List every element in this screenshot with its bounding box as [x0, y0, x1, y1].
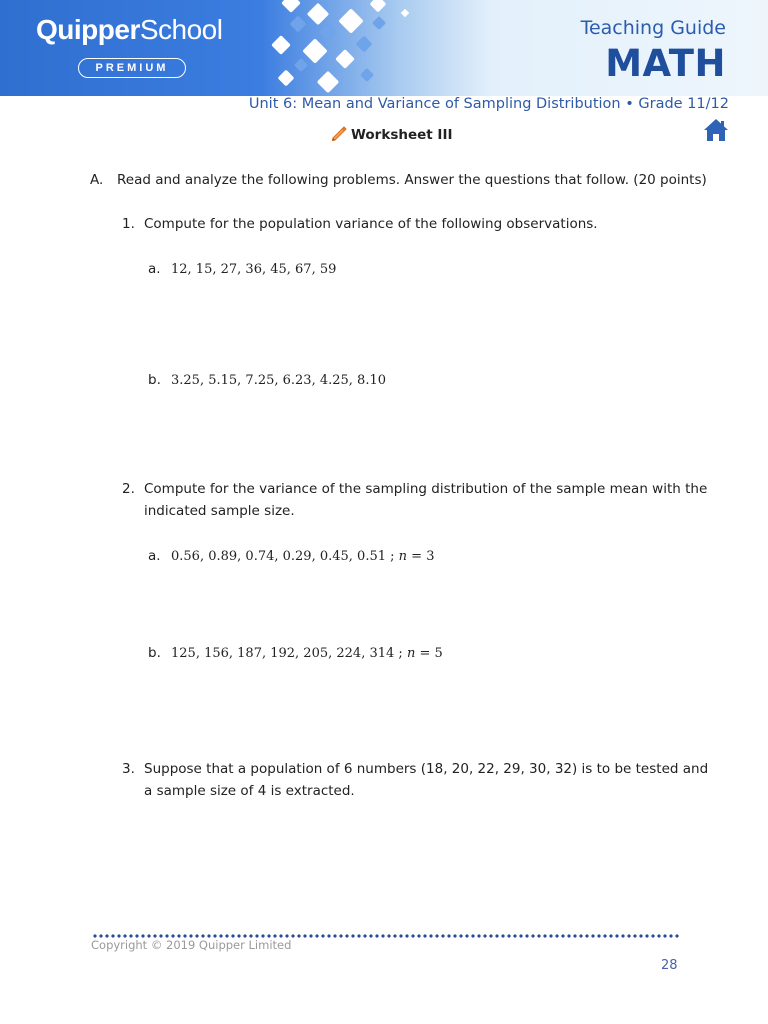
section-instruction: Read and analyze the following problems. Answer the questions that follow. (20 points) [117, 172, 707, 188]
worksheet-title [330, 124, 453, 146]
premium-badge: PREMIUM [78, 58, 186, 78]
item-data: 125, 156, 187, 192, 205, 224, 314 ; [171, 646, 403, 661]
item-label: b. [148, 645, 161, 661]
unit-subtitle: Unit 6: Mean and Variance of Sampling Distribution • Grade 11/12 [248, 96, 729, 112]
worksheet-title-text: Worksheet III [351, 127, 453, 143]
item-data: 12, 15, 27, 36, 45, 67, 59 [171, 262, 337, 277]
home-icon[interactable] [702, 116, 730, 149]
header-banner [0, 0, 768, 96]
item-formula: 0.56, 0.89, 0.74, 0.29, 0.45, 0.51 ; n = 3 [171, 549, 435, 564]
subject-title: MATH [605, 42, 726, 85]
item-label: b. [148, 372, 161, 388]
problem-number: 2. [122, 481, 135, 497]
decorative-diamonds [262, 0, 422, 96]
sample-size: 5 [434, 646, 443, 661]
item-formula: 125, 156, 187, 192, 205, 224, 314 ; n = 5 [171, 646, 443, 661]
page-number: 28 [661, 958, 678, 973]
item-data: 3.25, 5.15, 7.25, 6.23, 4.25, 8.10 [171, 373, 386, 388]
problem-text: Compute for the variance of the sampling distribution of the sample mean with the [144, 481, 708, 497]
teaching-guide-label: Teaching Guide [580, 17, 726, 39]
item-data: 0.56, 0.89, 0.74, 0.29, 0.45, 0.51 ; [171, 549, 395, 564]
problem-text: Compute for the population variance of the following observations. [144, 216, 598, 232]
problem-text: indicated sample size. [144, 503, 295, 519]
problem-number: 1. [122, 216, 135, 232]
copyright: Copyright © 2019 Quipper Limited [91, 938, 292, 952]
problem-text: a sample size of 4 is extracted. [144, 783, 355, 799]
problem-number: 3. [122, 761, 135, 777]
item-label: a. [148, 548, 161, 564]
problem-text: Suppose that a population of 6 numbers (18, 20, 22, 29, 30, 32) is to be tested and [144, 761, 709, 777]
pencil-icon [330, 124, 348, 146]
section-label: A. [90, 172, 104, 188]
item-label: a. [148, 261, 161, 277]
sample-size: 3 [426, 549, 435, 564]
quipper-school-logo: QuipperSchool [36, 14, 223, 45]
